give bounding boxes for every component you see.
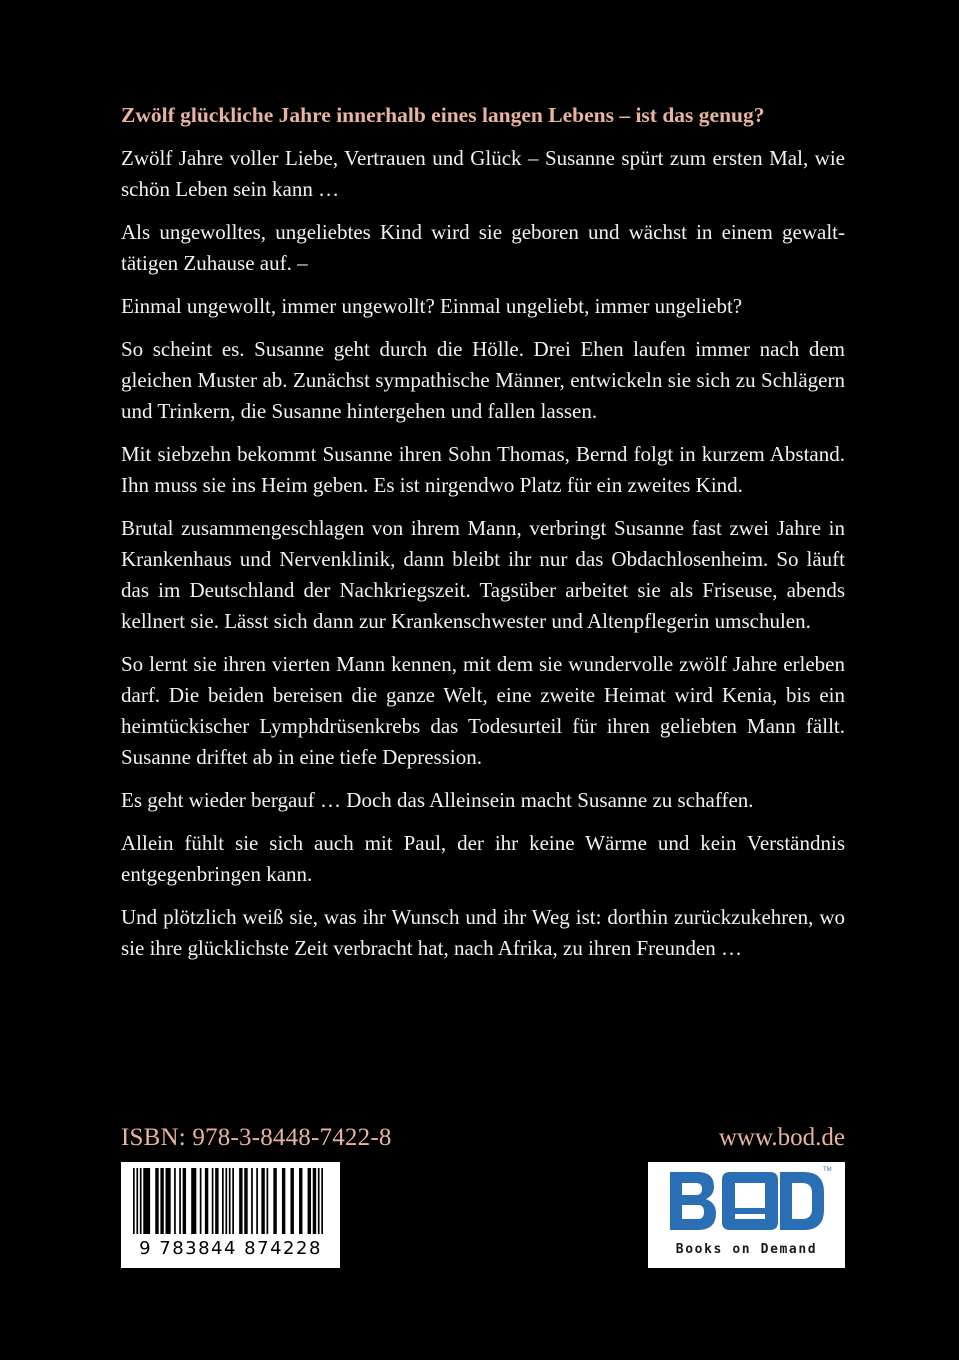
barcode-bar <box>256 1168 258 1234</box>
barcode-bar <box>205 1168 208 1234</box>
barcode-bar <box>166 1168 171 1234</box>
barcode-bar <box>290 1168 293 1234</box>
barcode-bar <box>140 1168 142 1234</box>
barcode-bar <box>155 1168 158 1234</box>
website-link[interactable]: www.bod.de <box>718 1124 845 1151</box>
paragraph-8: Es geht wieder bergauf … Doch das Alleinsein macht Susanne zu schaffen. <box>121 788 754 812</box>
barcode-bar <box>239 1168 242 1234</box>
barcode-bar <box>179 1168 181 1234</box>
barcode-bar <box>215 1168 218 1234</box>
barcode-bar <box>143 1168 150 1234</box>
trademark-mark: TM <box>823 1167 832 1173</box>
barcode-bar <box>308 1168 311 1234</box>
barcode-digits: 9 783844 874228 <box>139 1238 322 1259</box>
paragraph-6: Brutal zusammengeschlagen von ihrem Mann, verbringt Susanne fast zwei Jahre in Krankenhaus und Nervenklinik, dann bleibt ihr nur das Obdachlosenheim. So läuft das im Deutschland der Nachkriegszeit. Tagsüber arbeitet sie als Friseuse, abends kellnert sie. Lässt sich dann zur Krankenschwester und Altenpflegerin umschulen. <box>121 516 845 633</box>
paragraph-10: Und plötzlich weiß sie, was ihr Wunsch und ihr Weg ist: dorthin zurückzukehren, wo sie ihre glücklichste Zeit verbracht hat, nach Afrika, zu ihren Freunden … <box>121 905 845 960</box>
paragraph-3: Einmal ungewollt, immer ungewollt? Einmal ungeliebt, immer ungeliebt? <box>121 294 743 318</box>
barcode-bars <box>133 1168 328 1238</box>
paragraph-7: So lernt sie ihren vierten Mann kennen, mit dem sie wundervolle zwölf Jahre erleben darf. Die beiden bereisen die ganze Welt, eine zweite Heimat wird Kenia, bis ein heimtückischer Lymphdrüsenkrebs das Todesurteil für ihren geliebten Mann fällt. Susanne driftet ab in eine tiefe Depression. <box>121 652 845 769</box>
barcode-bar <box>133 1168 135 1234</box>
barcode-bar <box>261 1168 264 1234</box>
barcode-bar <box>136 1168 138 1234</box>
barcode-bar <box>183 1168 186 1234</box>
barcode-bar <box>174 1168 176 1234</box>
barcode-bar <box>232 1168 234 1234</box>
barcode-bar <box>200 1168 202 1234</box>
barcode-bar <box>212 1168 214 1234</box>
paragraph-2: Als ungewolltes, ungeliebtes Kind wird sie geboren und wächst in einem gewalttätigen Zuhause auf. – <box>121 220 845 275</box>
barcode-bar <box>313 1168 316 1234</box>
barcode-bar <box>229 1168 231 1234</box>
barcode-bar <box>225 1168 227 1234</box>
barcode-bar <box>251 1168 253 1234</box>
barcode-bar <box>318 1168 320 1234</box>
barcode-bar <box>321 1168 323 1234</box>
paragraph-5: Mit siebzehn bekommt Susanne ihren Sohn Thomas, Bernd folgt in kurzem Abstand. Ihn muss sie ins Heim geben. Es ist nirgendwo Platz für ein zweites Kind. <box>121 442 845 497</box>
headline: Zwölf glückliche Jahre innerhalb eines langen Lebens – ist das genug? <box>121 103 765 127</box>
barcode <box>121 1162 340 1268</box>
paragraph-1: Zwölf Jahre voller Liebe, Vertrauen und Glück – Susanne spürt zum ersten Mal, wie schön Leben sein kann … <box>121 146 845 201</box>
barcode-bar <box>267 1168 269 1234</box>
logo-tagline: Books on Demand <box>675 1242 818 1257</box>
back-cover-text <box>121 100 845 976</box>
barcode-bar <box>299 1168 302 1234</box>
barcode-bar <box>273 1168 276 1234</box>
barcode-bar <box>191 1168 196 1234</box>
paragraph-4: So scheint es. Susanne geht durch die Hölle. Drei Ehen laufen immer nach dem gleichen Muster ab. Zunächst sympathische Männer, entwickeln sie sich zu Schlägern und Trinkern, die Susanne hintergehen und fallen lassen. <box>121 337 845 423</box>
barcode-bar <box>244 1168 247 1234</box>
barcode-bar <box>282 1168 285 1234</box>
paragraph-9: Allein fühlt sie sich auch mit Paul, der ihr keine Wärme und kein Verständnis entgegenbringen kann. <box>121 831 845 886</box>
publisher-logo <box>648 1162 845 1268</box>
barcode-bar <box>160 1168 163 1234</box>
barcode-bar <box>222 1168 224 1234</box>
isbn-label: ISBN: 978-3-8448-7422-8 <box>121 1124 392 1151</box>
